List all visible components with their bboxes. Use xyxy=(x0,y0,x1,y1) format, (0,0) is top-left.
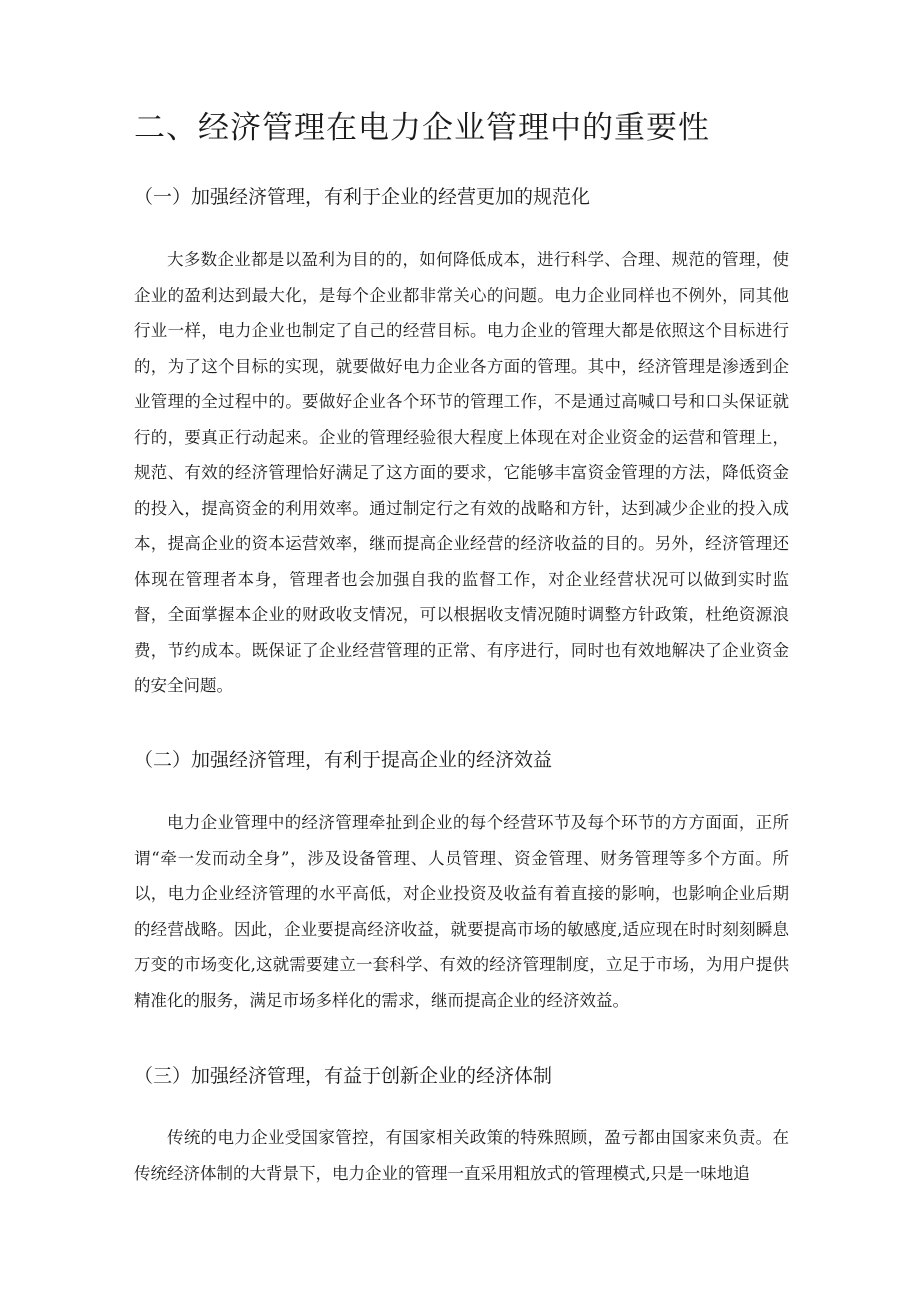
section-body-1 xyxy=(134,242,789,704)
page-title: 二、经济管理在电力企业管理中的重要性 xyxy=(134,110,710,146)
section-title-1: （一）加强经济管理，有利于企业的经营更加的规范化 xyxy=(134,186,591,208)
section-title-2: （二）加强经济管理，有利于提高企业的经济效益 xyxy=(134,749,553,771)
paragraph: 传统的电力企业受国家管控，有国家相关政策的特殊照顾，盈亏都由国家来负责。在传统经济体制的大背景下，电力企业的管理一直采用粗放式的管理模式,只是一味地追 xyxy=(134,1128,789,1183)
paragraph: 大多数企业都是以盈利为目的的，如何降低成本，进行科学、合理、规范的管理，使企业的盈利达到最大化，是每个企业都非常关心的问题。电力企业同样也不例外，同其他行业一样，电力企业也制定了自己的经营目标。电力企业的管理大都是依照这个目标进行的，为了这个目标的实现，就要做好电力企业各方面的管理。其中，经济管理是渗透到企业管理的全过程中的。要做好企业各个环节的管理工作，不是通过高喊口号和口头保证就行的，要真正行动起来。企业的管理经验很大程度上体现在对企业资金的运营和管理上，规范、有效的经济管理恰好满足了这方面的要求，它能够丰富资金管理的方法，降低资金的投入，提高资金的利用效率。通过制定行之有效的战略和方针，达到减少企业的投入成本，提高企业的资本运营效率，继而提高企业经营的经济收益的目的。另外，经济管理还体现在管理者本身，管理者也会加强自我的监督工作，对企业经营状况可以做到实时监督，全面掌握本企业的财政收支情况，可以根据收支情况随时调整方针政策，杜绝资源浪费，节约成本。既保证了企业经营管理的正常、有序进行，同时也有效地解决了企业资金的安全问题。 xyxy=(134,250,789,695)
section-body-3 xyxy=(134,1120,789,1191)
section-title-3: （三）加强经济管理，有益于创新企业的经济体制 xyxy=(134,1065,553,1087)
paragraph: 电力企业管理中的经济管理牵扯到企业的每个经营环节及每个环节的方方面面，正所谓“牵一发而动全身”，涉及设备管理、人员管理、资金管理、财务管理等多个方面。所以，电力企业经济管理的水平高低，对企业投资及收益有着直接的影响，也影响企业后期的经营战略。因此，企业要提高经济收益，就要提高市场的敏感度,适应现在时时刻刻瞬息万变的市场变化,这就需要建立一套科学、有效的经济管理制度，立足于市场，为用户提供精准化的服务，满足市场多样化的需求，继而提高企业的经济效益。 xyxy=(134,813,789,1010)
section-body-2 xyxy=(134,805,789,1018)
